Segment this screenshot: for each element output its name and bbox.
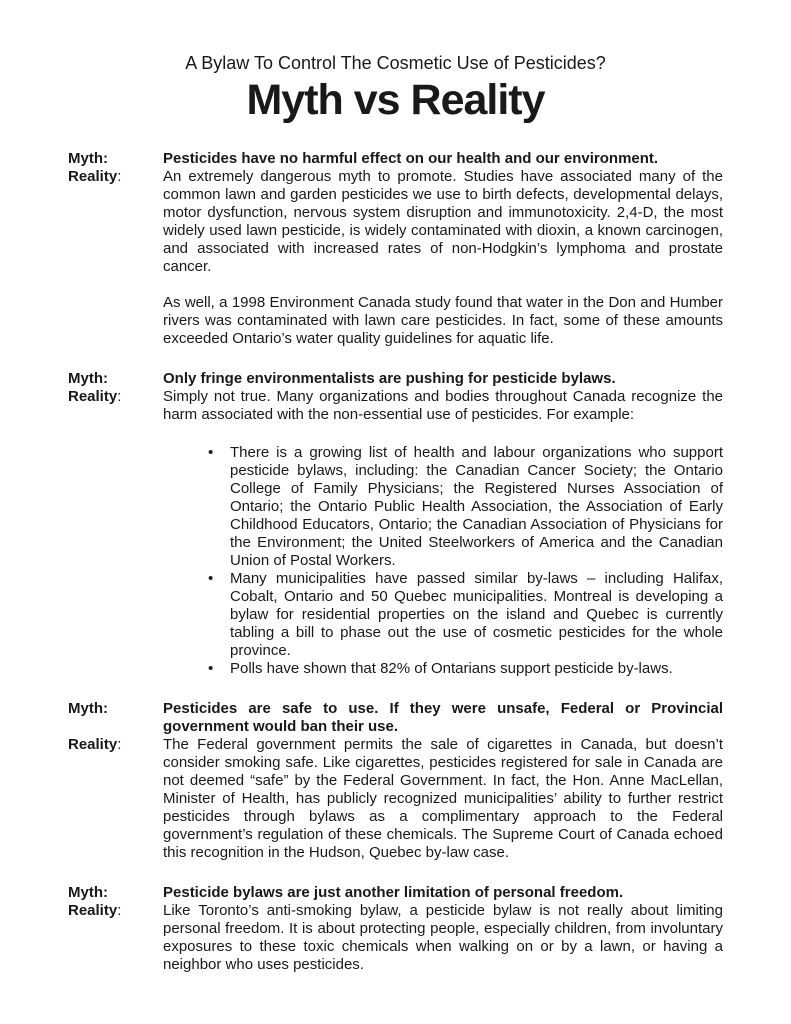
myth-reality-section <box>68 884 723 974</box>
reality-paragraph: The Federal government permits the sale of cigarettes in Canada, but doesn’t consider smoking safe. Like cigarettes, pesticides registered for sale in Canada are not deemed “safe” by the Federal Government. In fact, the Hon. Anne MacLellan, Minister of Health, has publicly recognized municipalities’ ability to further restrict pesticides through bylaws as a complimentary approach to the Federal government’s regulation of these chemicals. The Supreme Court of Canada echoed this recognition in the Hudson, Quebec by-law case. <box>163 736 723 861</box>
reality-colon: : <box>117 388 122 405</box>
body-column <box>163 884 723 974</box>
list-item-text: There is a growing list of health and labour organizations who support pesticide bylaws, including: the Canadian Cancer Society; the Ontario College of Family Physicians; the Registered Nurses Association of Ontario; the Ontario Public Health Association, the Association of Early Childhood Educators, Ontario; the Canadian Association of Physicians for the Environment; the United Steelworkers of America and the Canadian Union of Postal Workers. <box>230 444 723 569</box>
label-column <box>68 370 163 678</box>
myth-statement: Pesticides have no harmful effect on our health and our environment. <box>163 150 659 167</box>
bullet-icon: • <box>208 570 214 587</box>
document-subtitle: A Bylaw To Control The Cosmetic Use of Pesticides? <box>185 53 606 73</box>
reality-label: Reality: <box>68 736 122 753</box>
label-column <box>68 150 163 348</box>
body-column <box>163 370 723 678</box>
label-column <box>68 884 163 974</box>
list-item <box>208 660 723 678</box>
myth-reality-section <box>68 700 723 862</box>
myth-reality-section <box>68 370 723 678</box>
list-item-text: Polls have shown that 82% of Ontarians support pesticide by-laws. <box>230 660 673 677</box>
body-column <box>163 150 723 348</box>
document-title: Myth vs Reality <box>246 76 545 124</box>
myth-statement: Pesticides are safe to use. If they were unsafe, Federal or Provincial government would ban their use. <box>163 700 723 735</box>
list-item <box>208 444 723 570</box>
myth-label: Myth: <box>68 700 108 717</box>
myth-reality-section <box>68 150 723 348</box>
myth-label: Myth: <box>68 370 108 387</box>
reality-paragraph: Like Toronto’s anti-smoking bylaw, a pesticide bylaw is not really about limiting personal freedom. It is about protecting people, especially children, from involuntary exposures to these toxic chemicals when walking on or by a lawn, or having a neighbor who uses pesticides. <box>163 902 723 973</box>
myth-statement: Only fringe environmentalists are pushing for pesticide bylaws. <box>163 370 616 387</box>
reality-label: Reality: <box>68 388 122 405</box>
reality-paragraph: Simply not true. Many organizations and bodies throughout Canada recognize the harm associated with the non-essential use of pesticides. For example: <box>163 388 723 423</box>
body-column <box>163 700 723 862</box>
reality-paragraph: An extremely dangerous myth to promote. Studies have associated many of the common lawn and garden pesticides we use to birth defects, developmental delays, motor dysfunction, nervous system disruption and immunotoxicity. 2,4-D, the most widely used lawn pesticide, is widely contaminated with dioxin, a known carcinogen, and associated with increased rates of non-Hodgkin’s lymphoma and prostate cancer. <box>163 168 723 275</box>
supporters-list <box>208 444 723 678</box>
list-item-text: Many municipalities have passed similar by-laws – including Halifax, Cobalt, Ontario and 50 Quebec municipalities. Montreal is developing a bylaw for residential properties on the island and Quebec is currently tabling a bill to phase out the use of cosmetic pesticides for the whole province. <box>230 570 723 659</box>
reality-colon: : <box>117 902 122 919</box>
reality-paragraph: As well, a 1998 Environment Canada study found that water in the Don and Humber rivers was contaminated with lawn care pesticides. In fact, some of these amounts exceeded Ontario’s water quality guidelines for aquatic life. <box>163 294 723 347</box>
bullet-icon: • <box>208 444 214 461</box>
reality-colon: : <box>117 168 122 185</box>
myth-label: Myth: <box>68 150 108 167</box>
myth-label: Myth: <box>68 884 108 901</box>
reality-colon: : <box>117 736 122 753</box>
reality-label: Reality: <box>68 168 122 185</box>
label-column <box>68 700 163 862</box>
myth-statement: Pesticide bylaws are just another limitation of personal freedom. <box>163 884 624 901</box>
bullet-icon: • <box>208 660 214 677</box>
reality-label: Reality: <box>68 902 122 919</box>
list-item <box>208 570 723 660</box>
